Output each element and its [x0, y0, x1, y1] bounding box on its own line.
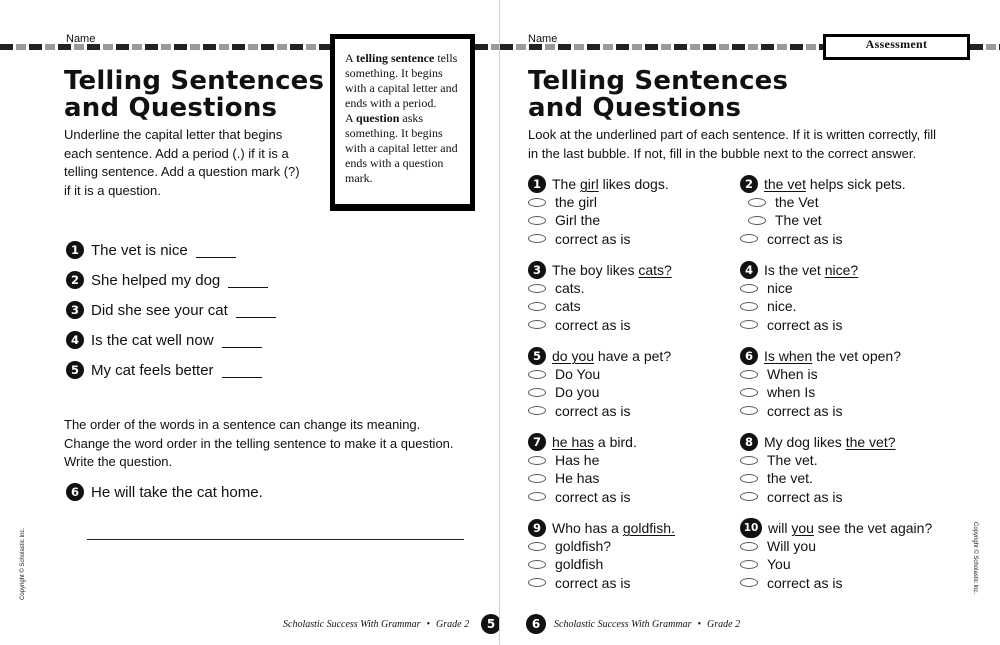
answer-blank[interactable]	[222, 333, 262, 348]
underlined-part: the vet	[764, 176, 807, 192]
option-label: the Vet	[775, 194, 819, 211]
answer-bubble[interactable]	[528, 456, 546, 465]
answer-bubble[interactable]	[740, 578, 758, 587]
instruction-line: Look at the underlined part of each sentence. If it is written correctly, fill	[528, 127, 937, 142]
answer-option[interactable]	[740, 297, 950, 315]
instruction-line: The order of the words in a sentence can change its meaning.	[64, 417, 421, 432]
answer-option[interactable]	[740, 537, 950, 555]
instructions	[528, 126, 936, 163]
answer-bubble[interactable]	[740, 456, 758, 465]
title-line: and Questions	[528, 93, 742, 123]
title-line: and Questions	[64, 93, 278, 123]
answer-option[interactable]	[740, 402, 950, 420]
callout-text: tells something. It begins with a capital letter and ends with a period.	[345, 51, 458, 110]
question-item	[740, 175, 950, 248]
name-label: Name	[528, 33, 558, 45]
sentence-part: My dog likes	[764, 434, 846, 450]
sentence-text	[552, 176, 669, 192]
sentence-text	[552, 434, 637, 450]
answer-bubble[interactable]	[740, 370, 758, 379]
sentence-part: helps sick pets.	[806, 176, 906, 192]
option-label: nice.	[767, 298, 797, 315]
answer-bubble[interactable]	[528, 216, 546, 225]
option-label: correct as is	[767, 230, 843, 247]
answer-option[interactable]	[740, 316, 950, 334]
number-badge: 1	[66, 241, 84, 259]
answer-option[interactable]	[528, 193, 738, 211]
number-badge: 3	[66, 301, 84, 319]
option-label: Will you	[767, 538, 817, 555]
footer-book-title: Scholastic Success With Grammar	[554, 618, 692, 630]
copyright-notice: Copyright © Scholastic Inc.	[20, 527, 26, 600]
option-label: cats.	[555, 280, 585, 297]
option-label: the vet.	[767, 470, 813, 487]
answer-bubble[interactable]	[528, 578, 546, 587]
instruction-line: each sentence. Add a period (.) if it is a	[64, 145, 289, 161]
option-label: Has he	[555, 452, 600, 469]
sentence-text: He will take the cat home.	[91, 483, 263, 501]
answer-bubble[interactable]	[528, 542, 546, 551]
instructions-2	[64, 416, 454, 472]
option-label: The vet	[775, 212, 822, 229]
answer-option[interactable]	[740, 193, 950, 211]
answer-bubble[interactable]	[528, 406, 546, 415]
question-item	[740, 347, 950, 420]
option-label: correct as is	[767, 574, 843, 591]
number-badge: 5	[528, 347, 546, 365]
underlined-part: he has	[552, 434, 595, 450]
answer-option[interactable]	[740, 574, 950, 592]
answer-option[interactable]	[528, 402, 738, 420]
answer-bubble[interactable]	[528, 560, 546, 569]
answer-option[interactable]	[528, 279, 738, 297]
answer-option[interactable]	[528, 230, 738, 248]
answer-bubble[interactable]	[528, 492, 546, 501]
answer-option[interactable]	[528, 211, 738, 229]
answer-option[interactable]	[740, 279, 950, 297]
answer-bubble[interactable]	[740, 320, 758, 329]
option-label: Girl the	[555, 212, 601, 229]
answer-bubble[interactable]	[740, 302, 758, 311]
answer-bubble[interactable]	[528, 370, 546, 379]
option-label: You	[767, 556, 791, 573]
answer-bubble[interactable]	[528, 474, 546, 483]
instruction-line: in the last bubble. If not, fill in the bubble next to the correct answer.	[528, 145, 917, 161]
underlined-part: nice?	[824, 262, 859, 278]
underlined-part: do you	[552, 348, 595, 364]
question-item	[740, 519, 950, 592]
answer-blank[interactable]	[222, 363, 262, 378]
footer-grade: Grade 2	[707, 618, 741, 630]
footer-book-title: Scholastic Success With Grammar	[283, 618, 421, 630]
question-stem	[528, 261, 738, 279]
question-item	[528, 519, 738, 592]
sentence-text	[764, 348, 901, 364]
answer-bubble[interactable]	[748, 198, 766, 207]
answer-option[interactable]	[528, 537, 738, 555]
sentence-part: have a pet?	[594, 348, 672, 364]
header-dash-band	[0, 44, 330, 50]
answer-option[interactable]	[740, 365, 950, 383]
question-stem	[740, 175, 950, 193]
sentence-text: Is the cat well now	[91, 331, 214, 349]
question-item	[528, 175, 738, 248]
number-badge: 2	[66, 271, 84, 289]
answer-option[interactable]	[528, 365, 738, 383]
answer-option[interactable]	[740, 211, 950, 229]
underlined-part: you	[791, 520, 814, 536]
sentence-part: the vet open?	[812, 348, 901, 364]
option-label: cats	[555, 298, 581, 315]
name-label: Name	[66, 33, 96, 45]
answer-bubble[interactable]	[740, 560, 758, 569]
footer-grade: Grade 2	[436, 618, 470, 630]
question-stem	[528, 347, 738, 365]
number-badge: 3	[528, 261, 546, 279]
sentence-part: The	[552, 176, 581, 192]
answer-bubble[interactable]	[528, 320, 546, 329]
answer-option[interactable]	[740, 555, 950, 573]
option-label: Do you	[555, 384, 600, 401]
answer-blank[interactable]	[228, 273, 268, 288]
number-badge: 1	[528, 175, 546, 193]
assessment-label: Assessment	[823, 34, 970, 60]
instruction-line: if it is a question.	[64, 182, 161, 198]
exercise-item	[66, 481, 263, 503]
instruction-line: Write the question.	[64, 454, 173, 469]
sentence-text: She helped my dog	[91, 271, 221, 289]
answer-option[interactable]	[740, 469, 950, 487]
exercise-item	[66, 269, 268, 291]
answer-option[interactable]	[528, 297, 738, 315]
answer-bubble[interactable]	[528, 234, 546, 243]
instruction-line: telling sentence. Add a question mark (?)	[64, 164, 300, 179]
callout-term: telling sentence	[356, 51, 435, 65]
answer-bubble[interactable]	[740, 284, 758, 293]
number-badge: 6	[66, 483, 84, 501]
callout-term: question	[356, 111, 400, 125]
number-badge: 10	[740, 518, 762, 538]
callout-text: A	[345, 51, 354, 65]
sentence-part: see the vet again?	[813, 520, 933, 536]
instruction-line: Change the word order in the telling sentence to make it a question.	[64, 435, 454, 451]
question-stem	[740, 433, 950, 451]
answer-blank[interactable]	[196, 243, 236, 258]
option-label: when Is	[767, 384, 816, 401]
option-label: goldfish	[555, 556, 604, 573]
question-stem	[528, 433, 738, 451]
exercise-item	[66, 329, 262, 351]
sentence-part: will	[768, 520, 792, 536]
sentence-text	[552, 520, 675, 536]
exercise-item	[66, 299, 276, 321]
number-badge: 9	[528, 519, 546, 537]
question-stem	[740, 261, 950, 279]
option-label: correct as is	[767, 316, 843, 333]
footer-separator: •	[426, 618, 431, 630]
underlined-part: the vet?	[845, 434, 896, 450]
sentence-text	[764, 176, 906, 192]
question-stem	[528, 175, 738, 193]
option-label: correct as is	[555, 316, 631, 333]
answer-option[interactable]	[528, 469, 738, 487]
answer-option[interactable]	[740, 383, 950, 401]
answer-option[interactable]	[528, 574, 738, 592]
sentence-part: likes dogs.	[598, 176, 669, 192]
option-label: correct as is	[767, 488, 843, 505]
question-item	[528, 433, 738, 506]
question-item	[528, 347, 738, 420]
page-title	[64, 68, 324, 122]
underlined-part: cats?	[638, 262, 672, 278]
answer-option[interactable]	[528, 383, 738, 401]
option-label: He has	[555, 470, 600, 487]
exercise-item	[66, 359, 262, 381]
sentence-part: Is the vet	[764, 262, 825, 278]
page-footer	[526, 614, 740, 634]
sentence-text: My cat feels better	[91, 361, 214, 379]
option-label: correct as is	[555, 574, 631, 591]
instruction-line: Underline the capital letter that begins	[64, 127, 283, 142]
answer-bubble[interactable]	[740, 474, 758, 483]
question-item	[528, 261, 738, 334]
answer-bubble[interactable]	[740, 406, 758, 415]
title-line: Telling Sentences	[64, 66, 325, 96]
question-item	[740, 261, 950, 334]
page-number: 6	[526, 614, 546, 634]
copyright-notice: Copyright © Scholastic Inc.	[972, 522, 978, 595]
sentence-text	[552, 262, 672, 278]
header-dash-band-end	[475, 44, 500, 50]
option-label: Do You	[555, 366, 601, 383]
option-label: correct as is	[767, 402, 843, 419]
write-answer-line[interactable]	[87, 539, 464, 540]
answer-option[interactable]	[528, 488, 738, 506]
answer-bubble[interactable]	[528, 198, 546, 207]
number-badge: 6	[740, 347, 758, 365]
sentence-text	[552, 348, 671, 364]
right-page	[500, 0, 1000, 645]
callout-text: asks something. It begins with a capital letter and ends with a question mark.	[345, 111, 458, 185]
page-footer	[283, 614, 500, 634]
header-dash-band-end	[970, 44, 1000, 50]
answer-bubble[interactable]	[528, 284, 546, 293]
option-label: When is	[767, 366, 818, 383]
question-item	[740, 433, 950, 506]
option-label: correct as is	[555, 488, 631, 505]
number-badge: 8	[740, 433, 758, 451]
answer-option[interactable]	[740, 488, 950, 506]
number-badge: 2	[740, 175, 758, 193]
sentence-text	[768, 520, 932, 536]
number-badge: 5	[66, 361, 84, 379]
answer-bubble[interactable]	[740, 492, 758, 501]
underlined-part: goldfish.	[622, 520, 675, 536]
instructions	[64, 126, 300, 200]
question-stem	[740, 347, 950, 365]
sentence-part: The boy likes	[552, 262, 639, 278]
callout-text: A	[345, 111, 354, 125]
answer-bubble[interactable]	[740, 542, 758, 551]
answer-bubble[interactable]	[748, 216, 766, 225]
answer-option[interactable]	[740, 451, 950, 469]
answer-option[interactable]	[740, 230, 950, 248]
title-line: Telling Sentences	[528, 66, 789, 96]
sentence-part: a bird.	[594, 434, 637, 450]
page-number: 5	[481, 614, 500, 634]
underlined-part: Is when	[764, 348, 813, 364]
page-title	[528, 68, 788, 122]
question-stem	[528, 519, 738, 537]
sentence-text: Did she see your cat	[91, 301, 228, 319]
underlined-part: girl	[580, 176, 599, 192]
answer-option[interactable]	[528, 451, 738, 469]
answer-option[interactable]	[528, 555, 738, 573]
option-label: The vet.	[767, 452, 818, 469]
sentence-text	[764, 262, 858, 278]
number-badge: 4	[66, 331, 84, 349]
number-badge: 7	[528, 433, 546, 451]
option-label: correct as is	[555, 230, 631, 247]
answer-bubble[interactable]	[740, 234, 758, 243]
answer-blank[interactable]	[236, 303, 276, 318]
sentence-part: Who has a	[552, 520, 623, 536]
number-badge: 4	[740, 261, 758, 279]
answer-bubble[interactable]	[740, 388, 758, 397]
option-label: nice	[767, 280, 793, 297]
footer-separator: •	[697, 618, 702, 630]
option-label: goldfish?	[555, 538, 612, 555]
sentence-text	[764, 434, 896, 450]
question-stem	[740, 519, 950, 537]
answer-bubble[interactable]	[528, 388, 546, 397]
answer-option[interactable]	[528, 316, 738, 334]
exercise-item	[66, 239, 236, 261]
definition-callout	[330, 34, 475, 211]
option-label: the girl	[555, 194, 598, 211]
sentence-text: The vet is nice	[91, 241, 188, 259]
answer-bubble[interactable]	[528, 302, 546, 311]
option-label: correct as is	[555, 402, 631, 419]
